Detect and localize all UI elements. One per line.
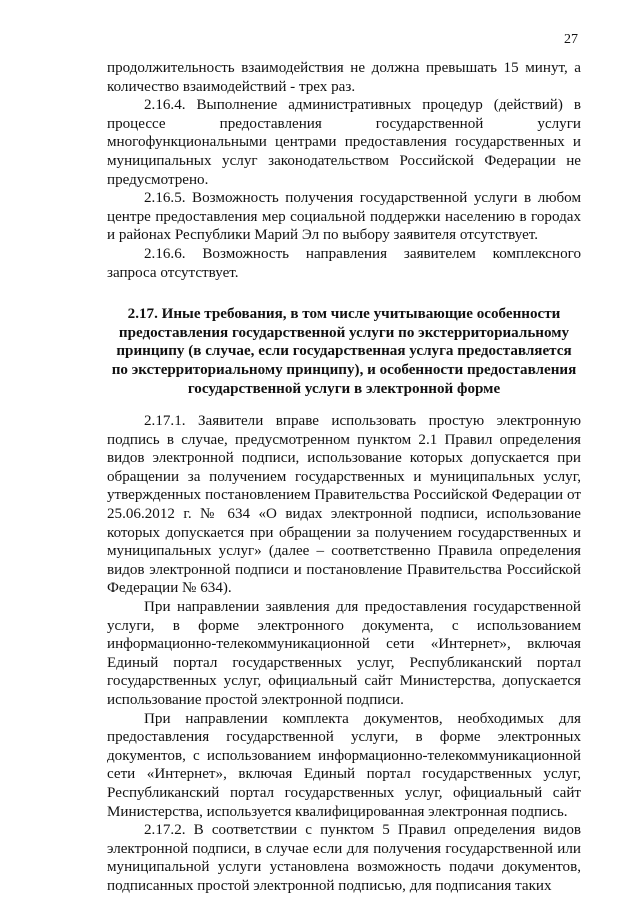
paragraph-2-17-2: 2.17.2. В соответствии с пунктом 5 Правил определения видов электронной подписи, в случае если для получения государственной или муниципальной услуги установлена возможность подачи документов, подписанных простой электронной подписью, для подписания таких	[107, 822, 581, 894]
body-text	[107, 59, 581, 896]
section-heading-2-17: 2.17. Иные требования, в том числе учитывающие особенности предоставления государственной услуги по экстерриториальному принципу (в случае, если государственная услуга предоставляется по экстерриториальному принципу), и особенности предоставления государственной услуги в электронной форме	[111, 306, 577, 397]
paragraph-qualified-signature: При направлении комплекта документов, необходимых для предоставления государственной услуги, в форме электронных документов, с использованием информационно-телекоммуникационной сети «Интернет», включая Единый портал государственных услуг, Республиканский портал государственных услуг, официальный сайт Министерства, используется квалифицированная электронная подпись.	[107, 710, 581, 820]
paragraph-simple-signature: При направлении заявления для предоставления государственной услуги, в форме электронного документа, с использованием информационно-телекоммуникационной сети «Интернет», включая Единый портал государственных услуг, Республиканский портал государственных услуг, официальный сайт Министерства, допускается использование простой электронной подписи.	[107, 599, 581, 708]
paragraph-2-16-4: 2.16.4. Выполнение административных процедур (действий) в процессе предоставления государственной услуги многофункциональными центрами предоставления государственных и муниципальных услуг законодательством Российской Федерации не предусмотрено.	[107, 97, 581, 188]
paragraph-2-17-1: 2.17.1. Заявители вправе использовать простую электронную подпись в случае, предусмотренном пунктом 2.1 Правил определения видов электронной подписи, использование которых допускается при обращении за получением государственных и муниципальных услуг, утвержденных постановлением Правительства Российской Федерации от 25.06.2012 г. № 634 «О видах электронной подписи, использование которых допускается при обращении за получением государственных и муниципальных услуг» (далее – соответственно Правила определения видов электронной подписи и постановление Правительства Российской Федерации № 634).	[107, 413, 581, 597]
paragraph-2-16-6: 2.16.6. Возможность направления заявителем комплексного запроса отсутствует.	[107, 245, 581, 281]
paragraph-continuation: продолжительность взаимодействия не должна превышать 15 минут, а количество взаимодействий - трех раз.	[107, 60, 581, 95]
page-number: 27	[564, 32, 578, 47]
paragraph-2-16-5: 2.16.5. Возможность получения государственной услуги в любом центре предоставления мер социальной поддержки населению в городах и районах Республики Марий Эл по выбору заявителя отсутствует.	[107, 190, 581, 244]
